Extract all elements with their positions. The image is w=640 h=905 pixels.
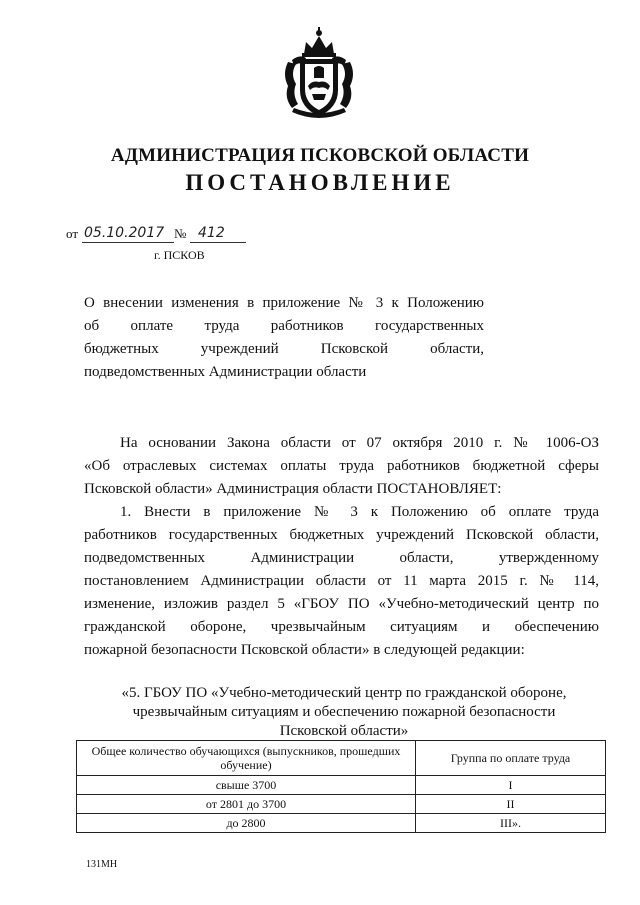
body-line: Псковской области» Администрация области ПОСТАНОВЛЯЕТ:: [84, 481, 502, 497]
table-cell: от 2801 до 3700: [77, 795, 416, 814]
city-label: г. ПСКОВ: [154, 248, 205, 262]
subject-block: [84, 292, 484, 384]
table-row: [77, 814, 606, 833]
table-header-cell: Группа по оплате труда: [416, 741, 606, 776]
section-title-line: «5. ГБОУ ПО «Учебно-методический центр по гражданской обороне,: [121, 685, 567, 701]
coat-of-arms-icon: [278, 24, 360, 124]
body-text: [84, 432, 599, 662]
organization-name: АДМИНИСТРАЦИЯ ПСКОВСКОЙ ОБЛАСТИ: [110, 145, 530, 166]
body-line: подведомственных Администрации области, утвержденному: [84, 550, 599, 566]
number-value: 412: [198, 225, 225, 241]
subject-line: бюджетных учреждений Псковской области,: [84, 341, 484, 357]
section-title-line: чрезвычайным ситуациям и обеспечению пожарной безопасности: [132, 704, 556, 720]
body-line: работников государственных бюджетных учреждений Псковской области,: [84, 527, 599, 543]
body-line: 1. Внести в приложение № 3 к Положению об оплате труда: [120, 504, 599, 520]
table-cell: I: [416, 776, 606, 795]
body-line: изменение, изложив раздел 5 «ГБОУ ПО «Учебно-методический центр по: [84, 596, 599, 612]
document-code: 131МН: [86, 859, 118, 870]
body-line: пожарной безопасности Псковской области» в следующей редакции:: [84, 642, 525, 658]
document-type: ПОСТАНОВЛЕНИЕ: [185, 170, 455, 195]
table-cell: до 2800: [77, 814, 416, 833]
date-value: 05.10.2017: [84, 225, 165, 241]
date-underline: [82, 242, 174, 243]
body-line: На основании Закона области от 07 октября 2010 г. № 1006-ОЗ: [120, 435, 599, 451]
date-prefix: от: [66, 226, 79, 241]
table-row: [77, 776, 606, 795]
table-cell: свыше 3700: [77, 776, 416, 795]
pay-group-table: [76, 740, 606, 833]
table-header-row: [77, 741, 606, 776]
table-row: [77, 795, 606, 814]
subject-line: О внесении изменения в приложение № 3 к Положению: [84, 295, 484, 311]
registration-line: [66, 224, 266, 248]
section-title-line: Псковской области»: [279, 723, 409, 739]
subject-line: подведомственных Администрации области: [84, 364, 367, 380]
subject-line: об оплате труда работников государственных: [84, 318, 484, 334]
body-line: гражданской обороне, чрезвычайным ситуациям и обеспечению: [84, 619, 599, 635]
number-prefix: №: [174, 226, 187, 241]
table-cell: II: [416, 795, 606, 814]
table-cell: III».: [416, 814, 606, 833]
body-line: «Об отраслевых системах оплаты труда работников бюджетной сферы: [84, 458, 599, 474]
number-underline: [190, 242, 246, 243]
table-header-cell: Общее количество обучающихся (выпускников, прошедших обучение): [77, 741, 416, 776]
body-line: постановлением Администрации области от 11 марта 2015 г. № 114,: [84, 573, 599, 589]
section-title: [84, 684, 604, 741]
